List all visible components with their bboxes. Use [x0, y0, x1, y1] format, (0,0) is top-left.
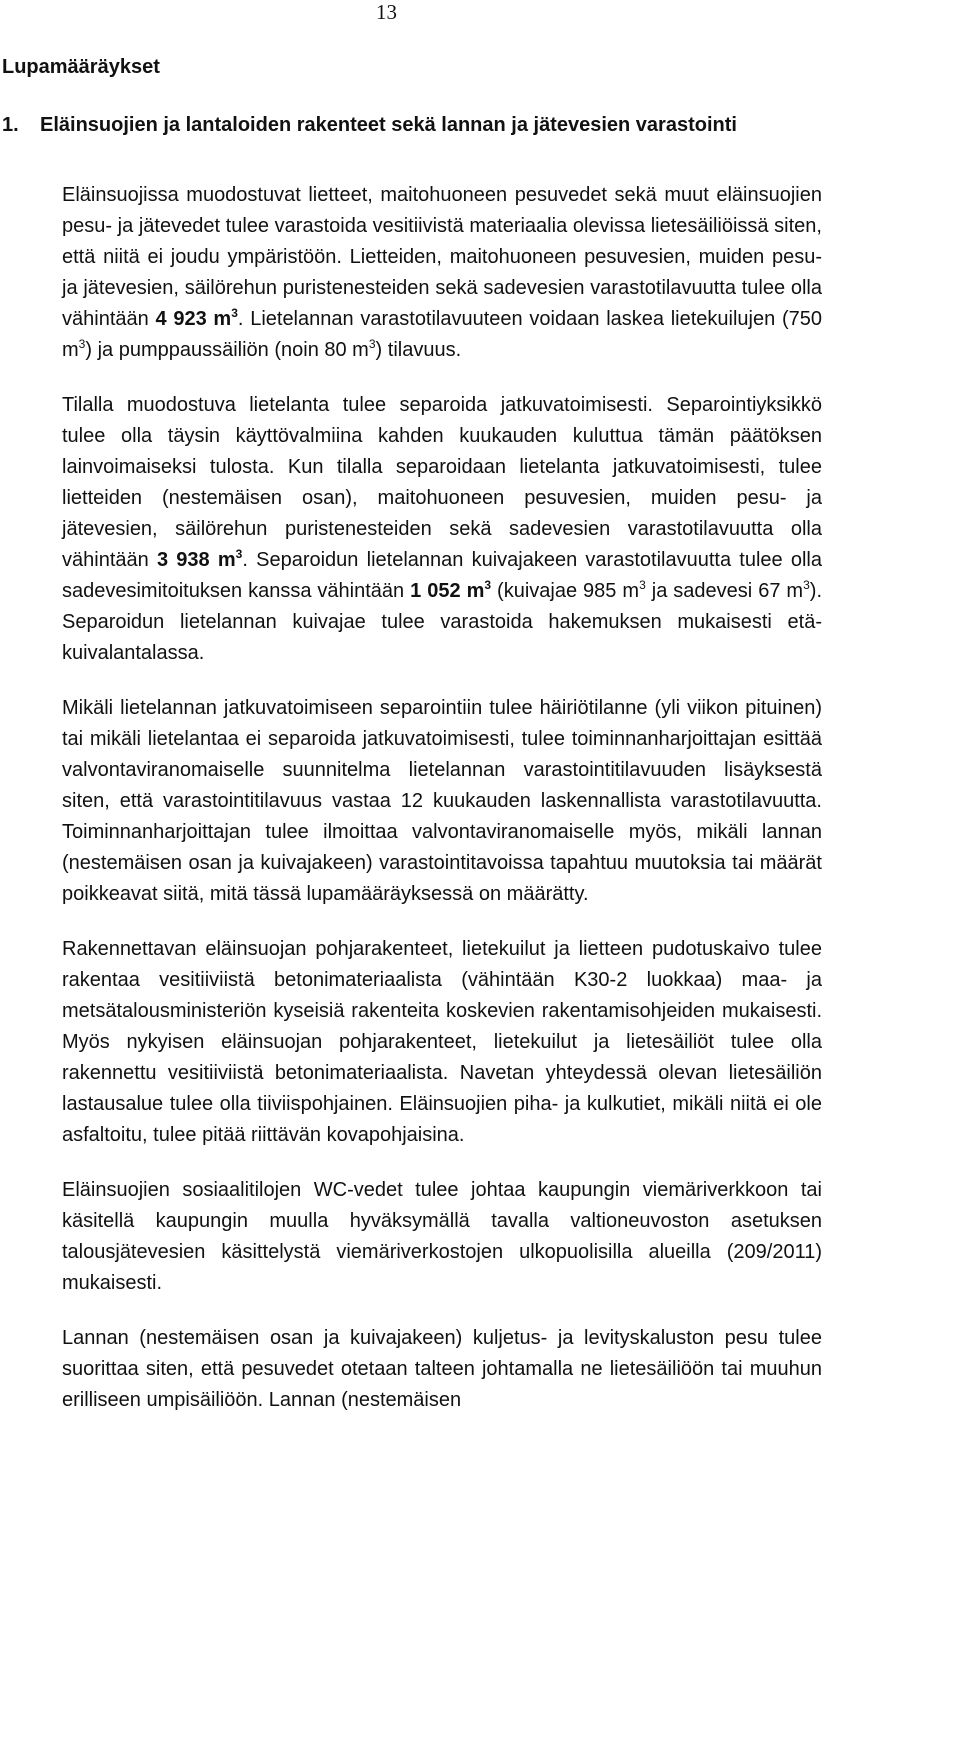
superscript: 3 [368, 337, 376, 351]
paragraph-text: . Separoidun lietelannan kuivajakeen varastotilavuutta tulee olla sadevesimitoituksen kanssa vähintään [62, 549, 822, 602]
paragraph-disruption: Mikäli lietelannan jatkuvatoimiseen separointiin tulee häiriötilanne (yli viikon pituinen) tai mikäli lietelantaa ei separoida jatkuvatoimisesti, tulee toiminnanharjoittajan esittää valvontaviranomaiselle suunnitelma lietelannan varastointitilavuuden lisäyksestä siten, että varastointitilavuus vastaa 12 kuukauden laskennallista varastotilavuutta. Toiminnanharjoittajan tulee ilmoittaa valvontaviranomaiselle myös, mikäli lannan (nestemäisen osan ja kuivajakeen) varastointitavoissa tapahtuu muutoksia tai määrät poikkeavat siitä, mitä tässä lupamääräyksessä on määrätty. [62, 697, 822, 905]
paragraph-text: Eläinsuojissa muodostuvat lietteet, maitohuoneen pesuvedet sekä muut eläinsuojien pesu- ja jätevedet tulee varastoida vesitiivistä materiaalia olevissa lietesäiliöissä siten, että niitä ei joudu ympäristöön. Lietteiden, maitohuoneen pesuvesien, muiden pesu- ja jätevesien, säilörehun puristenesteiden sekä sadevesien varastotilavuutta tulee olla vähintään [62, 184, 822, 330]
paragraph-storage-requirement [62, 180, 822, 366]
document-body [62, 180, 822, 1416]
superscript: 3 [484, 578, 492, 592]
superscript: 3 [231, 306, 238, 320]
superscript: 3 [803, 578, 810, 592]
superscript: 3 [235, 547, 243, 561]
superscript: 3 [639, 578, 646, 592]
paragraph-separation [62, 390, 822, 669]
section-title: Lupamääräykset [2, 56, 160, 78]
volume-value [410, 580, 491, 602]
section-heading [2, 114, 737, 137]
paragraph-text: . Lietelannan varastotilavuuteen voidaan laskea lietekuilujen (750 m [62, 308, 823, 361]
superscript: 3 [78, 337, 86, 351]
paragraph-equipment-washing: Lannan (nestemäisen osan ja kuivajakeen) kuljetus- ja levityskaluston pesu tulee suorittaa siten, että pesuvedet otetaan talteen johtamalla ne lietesäiliöön tai muuhun erilliseen umpisäiliöön. Lannan (nestemäisen [62, 1327, 822, 1411]
volume-number: 3 938 m [156, 549, 236, 571]
heading-number: 1. [2, 114, 19, 136]
paragraph-text: ja sadevesi 67 m [645, 580, 804, 602]
paragraph-text: ). Separoidun lietelannan kuivajae tulee varastoida hakemuksen mukaisesti etäkuivalantalassa. [62, 580, 822, 664]
paragraph-structures: Rakennettavan eläinsuojan pohjarakenteet, lietekuilut ja lietteen pudotuskaivo tulee rakentaa vesitiiviistä betonimateriaalista (vähintään K30-2 luokkaa) maa- ja metsätalousministeriön kyseisiä rakenteita koskevien rakentamisohjeiden mukaisesti. Myös nykyisen eläinsuojan pohjarakenteet, lietekuilut ja lietesäiliöt tulee olla rakennettu vesitiiviistä betonimateriaalista. Navetan yhteydessä olevan lietesäiliön lastausalue tulee olla tiiviispohjainen. Eläinsuojien piha- ja kulkutiet, mikäli niitä ei ole asfaltoitu, tulee pitää riittävän kovapohjaisina. [62, 938, 822, 1146]
paragraph-wastewater: Eläinsuojien sosiaalitilojen WC-vedet tulee johtaa kaupungin viemäriverkkoon tai käsitellä kaupungin muulla hyväksymällä tavalla valtioneuvoston asetuksen talousjätevesien käsittelystä viemäriverkostojen ulkopuolisilla alueilla (209/2011) mukaisesti. [62, 1179, 822, 1294]
heading-text: Eläinsuojien ja lantaloiden rakenteet sekä lannan ja jätevesien varastointi [40, 114, 737, 136]
paragraph-text: (kuivajae 985 m [491, 580, 640, 602]
volume-number: 4 923 m [155, 308, 232, 330]
page-number: 13 [376, 0, 397, 24]
paragraph-text: Tilalla muodostuva lietelanta tulee separoida jatkuvatoimisesti. Separointiyksikkö tulee olla täysin käyttövalmiina kahden kuukauden kuluttua tämän päätöksen lainvoimaiseksi tulosta. Kun tilalla separoidaan lietelanta jatkuvatoimisesti, tulee lietteiden (nestemäisen osan), maitohuoneen pesuvesien, muiden pesu- ja jätevesien, säilörehun puristenesteiden sekä sadevesien varastotilavuutta olla vähintään [62, 394, 822, 571]
paragraph-text: ) ja pumppaussäiliön (noin 80 m [85, 339, 369, 361]
volume-value [157, 549, 242, 571]
volume-value [155, 308, 237, 330]
volume-number: 1 052 m [410, 580, 485, 602]
paragraph-text: ) tilavuus. [375, 339, 462, 361]
